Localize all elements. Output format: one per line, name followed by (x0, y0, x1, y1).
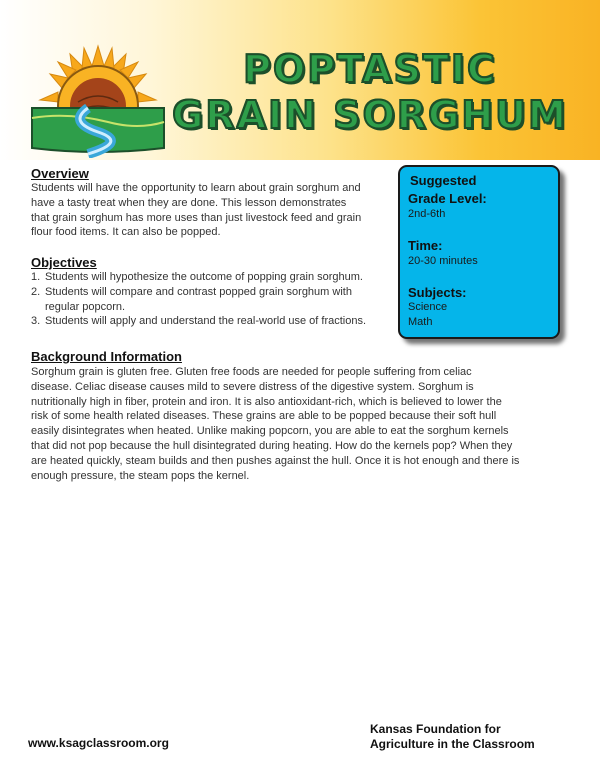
overview-line: Students will have the opportunity to learn about grain sorghum and (31, 182, 361, 194)
title-line-2: GRAIN SORGHUM (172, 93, 568, 137)
objective-number: 2. (31, 285, 41, 298)
page-title (150, 46, 590, 138)
overview-line: that grain sorghum has more uses than just livestock feed and grain (31, 211, 362, 224)
suggested-label: Suggested (410, 173, 477, 188)
objective-number: 3. (31, 315, 41, 328)
background-text (31, 365, 576, 483)
grade-level-value: 2nd-6th (408, 208, 446, 220)
background-line: Sorghum grain is gluten free. Gluten free foods are needed for people suffering from celiac (31, 366, 472, 378)
title-line-1: POPTASTIC (243, 47, 497, 91)
header-banner (0, 0, 600, 160)
objective-item (31, 285, 401, 315)
background-line: enough pressure, the steam pops the kernel. (31, 469, 250, 482)
subject-math: Math (408, 316, 433, 328)
objective-line: regular popcorn. (45, 300, 126, 313)
objectives-list (31, 270, 401, 329)
background-line: easily disintegrates when heated. Unlike making popcorn, you are able to eat the sorghum kernels (31, 425, 509, 438)
grade-level-label: Grade Level: (408, 191, 487, 206)
overview-line: flour food items. It can also be popped. (31, 226, 221, 239)
org-line-1: Kansas Foundation for (370, 722, 501, 736)
objective-item (31, 270, 401, 285)
overview-heading: Overview (31, 166, 89, 181)
objective-item (31, 314, 401, 329)
background-line: nutritionally high in fiber, protein and iron. It is also antioxidant-rich, which is believed to lower the (31, 395, 502, 408)
overview-text (31, 181, 401, 240)
background-line: that did not pop because the hull disintegrated during heating. How do the kernels pop? When they (31, 439, 513, 452)
subjects-label: Subjects: (408, 285, 467, 300)
sun-field-river-logo-icon (28, 42, 168, 158)
org-line-2: Agriculture in the Classroom (370, 737, 535, 751)
time-value: 20-30 minutes (408, 255, 478, 267)
time-label: Time: (408, 238, 443, 253)
organization-name (370, 722, 535, 752)
background-heading: Background Information (31, 349, 182, 364)
lesson-info-box (398, 165, 560, 339)
objective-number: 1. (31, 271, 41, 283)
background-line: are heated quickly, steam builds and then pushes against the hull. Once it is hot enough and there is (31, 454, 520, 467)
overview-line: have a tasty treat when they are done. This lesson demonstrates (31, 196, 347, 209)
background-line: disease. Celiac disease causes mild to severe distress of the digestive system. Sorghum is (31, 380, 474, 393)
objective-line: Students will apply and understand the real-world use of fractions. (45, 315, 367, 328)
subject-science: Science (408, 301, 448, 313)
objective-line: Students will hypothesize the outcome of popping grain sorghum. (45, 271, 363, 283)
background-line: risk of some health related diseases. These grains are able to be popped because their soft hull (31, 410, 497, 423)
website-link[interactable]: www.ksagclassroom.org (28, 736, 169, 750)
objectives-heading: Objectives (31, 255, 97, 270)
objective-line: Students will compare and contrast popped grain sorghum with (45, 285, 352, 298)
